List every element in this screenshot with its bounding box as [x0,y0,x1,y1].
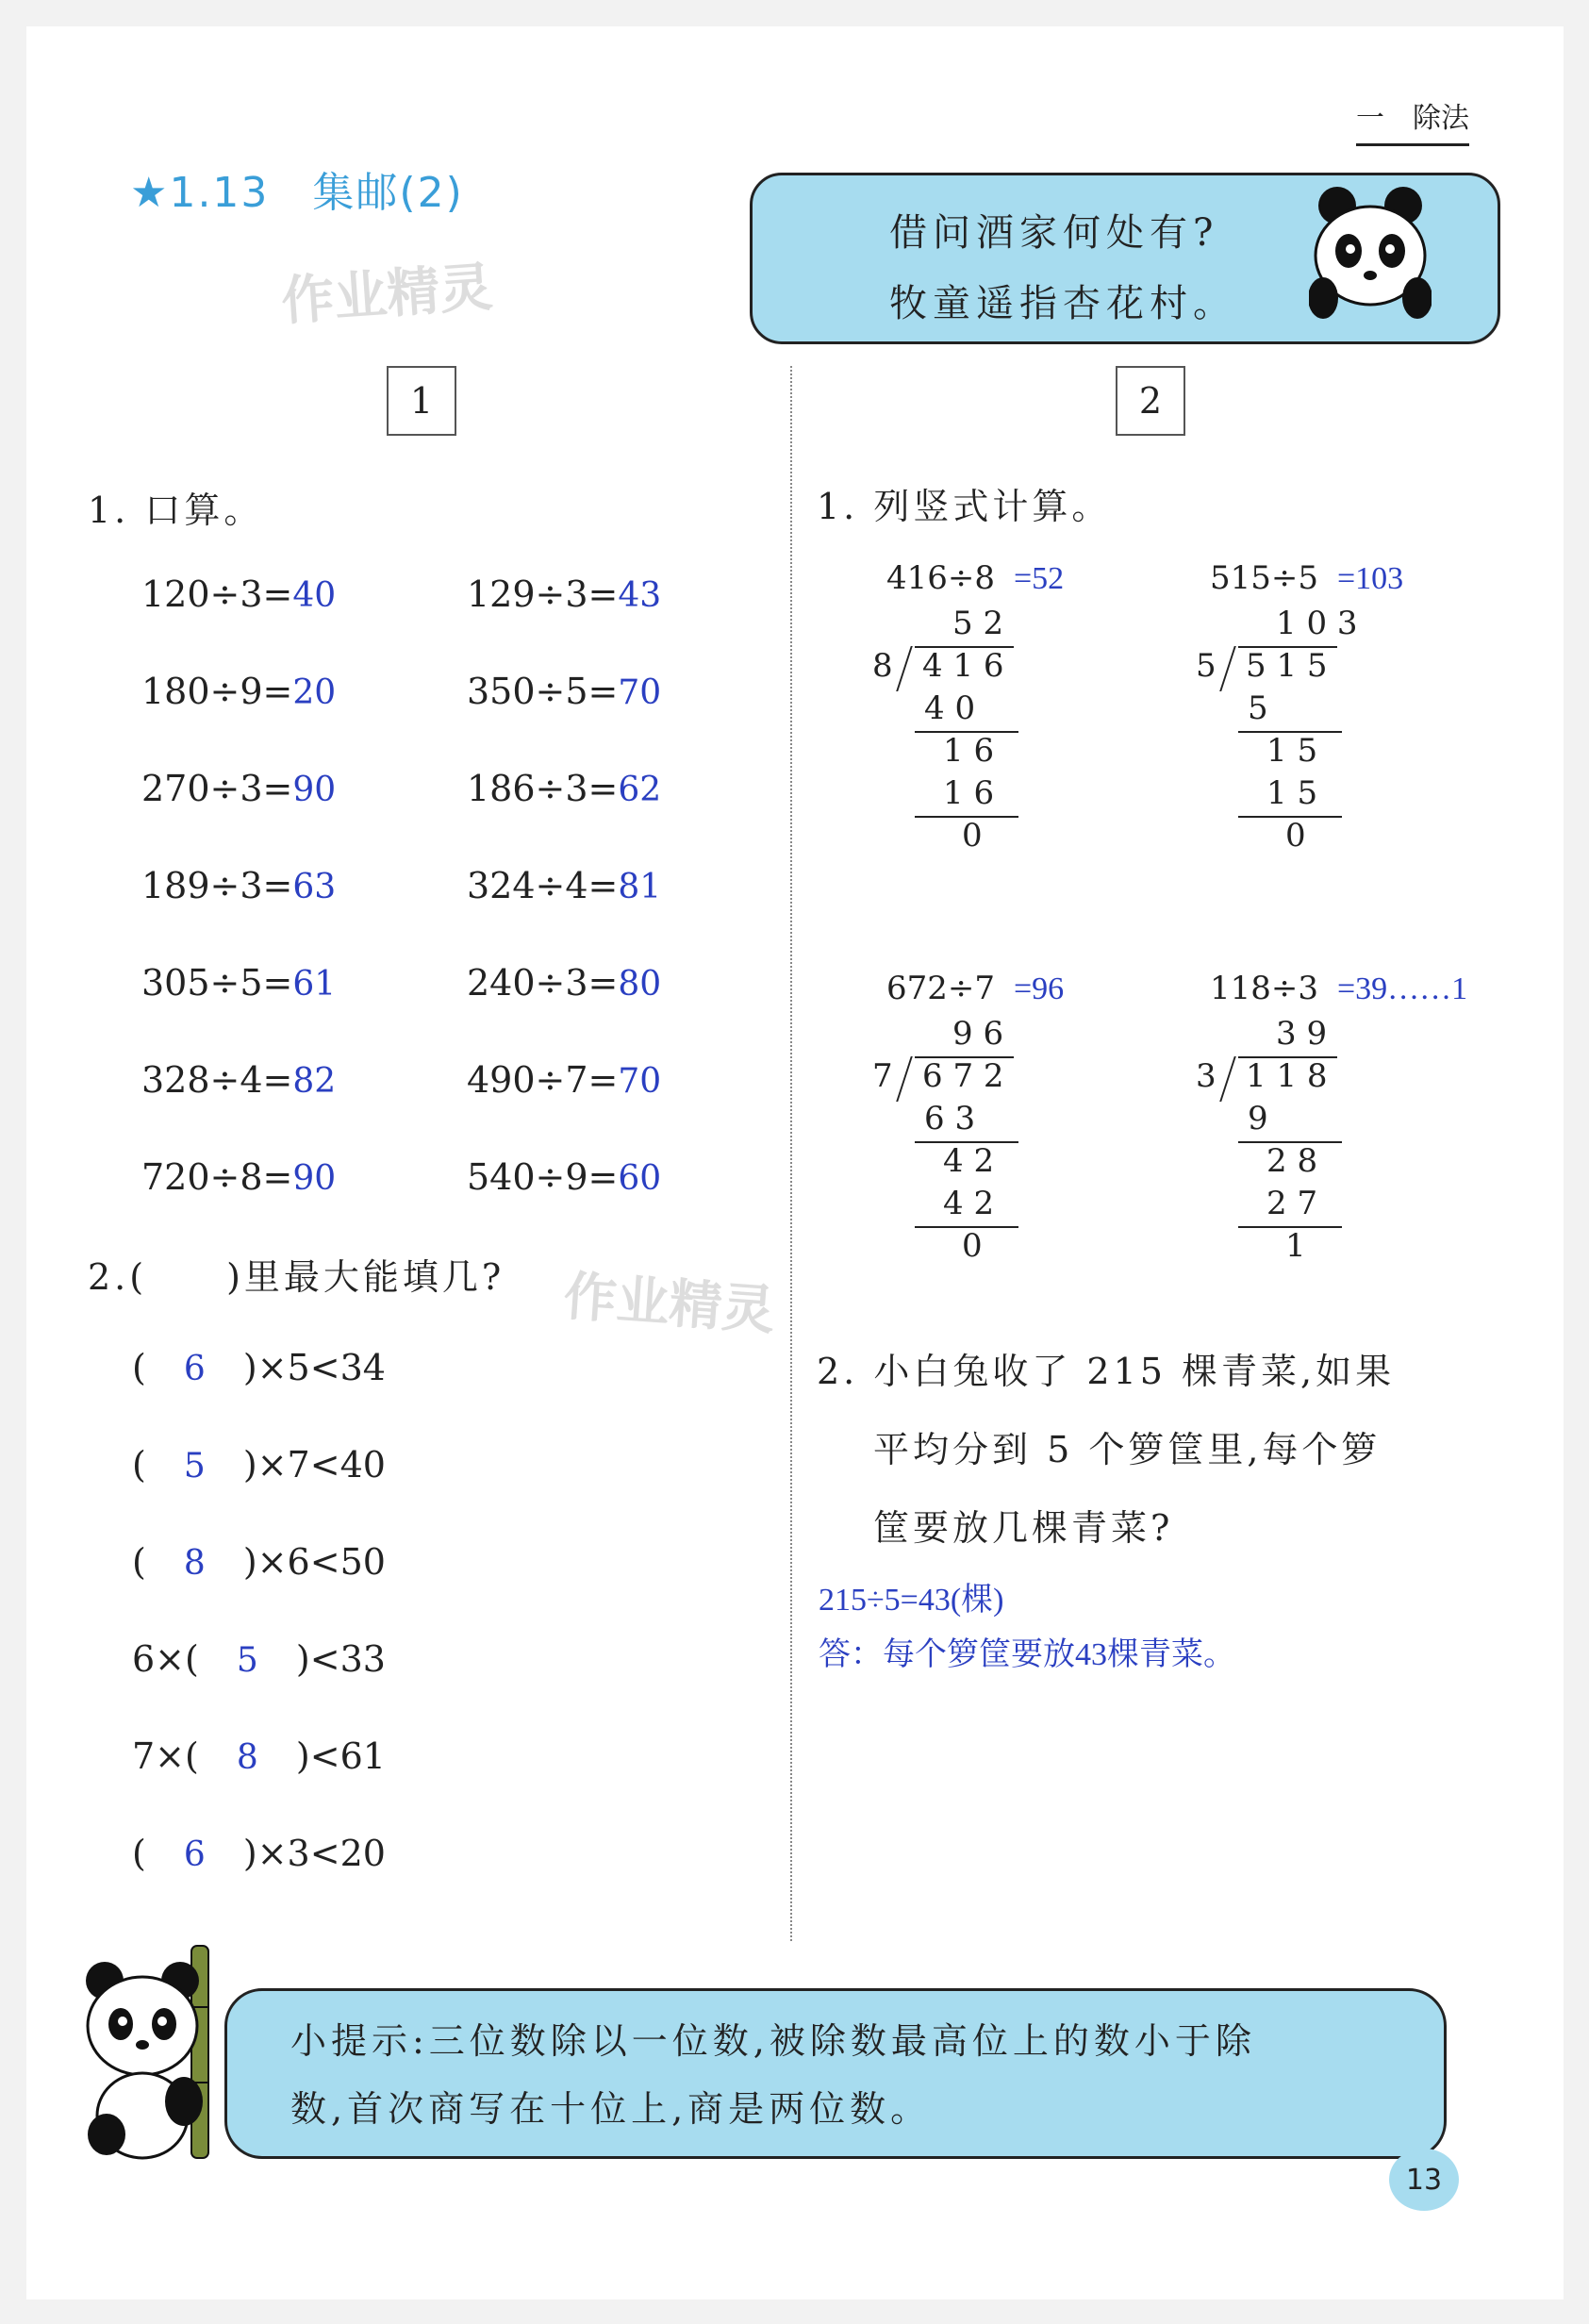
poem-line-2: 牧童遥指杏花村。 [889,282,1236,325]
calc-answer: 90 [292,1159,337,1198]
division-answer: =96 [1014,971,1065,1006]
tip-line-2: 数,首次商写在十位上,商是两位数。 [290,2088,932,2130]
division-step: 0 [962,1227,983,1265]
division-step: 9 [1248,1100,1268,1137]
division-step: 5 [1248,689,1268,727]
calc-expression: 180÷9= [141,671,293,712]
division-bracket-stroke [1219,646,1236,691]
tip-text [290,2007,1432,2143]
vertical-calc-heading: 1. 列竖式计算。 [817,486,1112,527]
dividend: 4 1 6 [922,647,1004,685]
word-problem-line-3: 筐要放几棵青菜? [873,1507,1174,1549]
division-step: 1 [1285,1227,1306,1265]
calc-expression: 189÷3= [141,865,293,906]
word-problem-line-1: 2. 小白兔收了 215 棵青菜,如果 [817,1351,1396,1392]
calc-item [467,573,661,615]
division-step: 4 0 [924,689,976,727]
fill-text: ( [132,1444,157,1486]
fill-item [132,1735,386,1777]
fill-answer: 8 [183,1544,206,1583]
division-answer: =39……1 [1337,971,1468,1006]
chapter-header: 一 除法 [1356,94,1469,146]
calc-item [467,962,661,1004]
calc-expression: 324÷4= [467,865,619,906]
fill-text: )×6<50 [231,1541,386,1583]
calc-expression: 129÷3= [467,573,619,615]
fill-text: )<33 [284,1638,386,1680]
dividend: 5 1 5 [1246,647,1328,685]
calc-expression: 490÷7= [467,1059,619,1101]
division-step: 2 7 [1266,1185,1318,1222]
fill-text: )×3<20 [231,1833,386,1874]
fill-text: )<61 [284,1735,386,1777]
quotient: 5 2 [952,605,1004,642]
fill-answer: 6 [183,1835,206,1874]
watermark-logo: 作业精灵 [279,257,495,333]
division-expression: 672÷7 [886,970,996,1007]
division-expression: 515÷5 [1210,559,1319,597]
division-answer: =103 [1337,561,1404,596]
calc-answer: 40 [292,576,337,615]
fill-text: )×5<34 [231,1347,386,1388]
quotient: 9 6 [952,1015,1004,1053]
fill-item [132,1638,386,1680]
fill-answer: 5 [236,1641,258,1680]
calc-expression: 350÷5= [467,671,619,712]
panda-bamboo-icon [78,1941,257,2167]
division-bracket [915,646,1014,648]
calc-answer: 82 [292,1062,337,1101]
divisor: 8 [872,647,893,685]
calc-item [141,573,336,615]
dividend: 1 1 8 [1246,1057,1328,1095]
fill-text: 6×( [132,1638,210,1680]
calc-item [467,865,661,906]
calc-answer: 70 [618,673,662,712]
calc-answer: 43 [618,576,662,615]
division-answer: =52 [1014,561,1065,596]
divisor: 3 [1196,1057,1217,1095]
question-2-heading: 2.( )里最大能填几? [88,1256,505,1298]
calc-answer: 80 [618,965,662,1004]
division-bracket [1238,1056,1337,1058]
calc-answer: 62 [618,771,662,809]
division-bracket [915,1056,1014,1058]
calc-answer: 70 [618,1062,662,1101]
division-bracket-stroke [896,646,913,691]
division-step: 4 2 [943,1142,995,1180]
division-bracket-stroke [1219,1056,1236,1102]
fill-item [132,1347,386,1388]
calc-expression: 328÷4= [141,1059,293,1101]
fill-item [132,1444,386,1486]
division-step: 1 6 [943,732,995,770]
dividend: 6 7 2 [922,1057,1004,1095]
lesson-title: ★1.13 集邮(2) [130,169,464,217]
watermark-logo: 作业精灵 [561,1266,777,1342]
division-expression: 416÷8 [886,559,996,597]
calc-expression: 186÷3= [467,768,619,809]
division-step: 2 8 [1266,1142,1318,1180]
fill-item [132,1541,386,1583]
division-step: 1 5 [1266,774,1318,812]
calc-item [467,1059,661,1101]
section-number-2: 2 [1116,366,1185,436]
fill-answer: 6 [183,1350,206,1388]
calc-answer: 90 [292,771,337,809]
calc-expression: 270÷3= [141,768,293,809]
poem-text [889,198,1236,340]
division-bracket [1238,646,1337,648]
column-divider [790,366,792,1941]
fill-answer: 8 [236,1738,258,1777]
panda-icon [1309,185,1432,326]
fill-item [132,1833,386,1874]
calc-item [141,865,336,906]
calc-expression: 540÷9= [467,1156,619,1198]
calc-item [141,962,336,1004]
calc-expression: 240÷3= [467,962,619,1004]
quotient: 3 9 [1276,1015,1328,1053]
division-step: 0 [962,817,983,855]
fill-text: ( [132,1347,157,1388]
calc-expression: 305÷5= [141,962,293,1004]
calc-expression: 120÷3= [141,573,293,615]
division-step: 0 [1285,817,1306,855]
calc-item [467,768,661,809]
workbook-page [26,26,1564,2299]
calc-answer: 63 [292,868,337,906]
tip-line-1: 小提示:三位数除以一位数,被除数最高位上的数小于除 [290,2020,1256,2062]
divisor: 7 [872,1057,893,1095]
calc-item [141,1059,336,1101]
page-number: 13 [1389,2149,1459,2211]
answer-sentence: 答：每个箩筐要放43棵青菜。 [819,1637,1235,1672]
calc-answer: 20 [292,673,337,712]
calc-item [141,1156,336,1198]
calc-item [141,671,336,712]
division-expression: 118÷3 [1210,970,1319,1007]
fill-answer: 5 [183,1447,206,1486]
division-bracket-stroke [896,1056,913,1102]
calc-answer: 61 [292,965,337,1004]
fill-text: ( [132,1833,157,1874]
calc-item [141,768,336,809]
division-step: 4 2 [943,1185,995,1222]
answer-equation: 215÷5=43(棵) [819,1583,1004,1618]
word-problem-line-2: 平均分到 5 个箩筐里,每个箩 [873,1429,1382,1470]
division-step: 1 5 [1266,732,1318,770]
fill-text: 7×( [132,1735,210,1777]
section-number-1: 1 [387,366,456,436]
division-step: 6 3 [924,1100,976,1137]
word-problem [817,1333,1395,1568]
fill-text: ( [132,1541,157,1583]
calc-answer: 81 [618,868,662,906]
calc-item [467,671,661,712]
divisor: 5 [1196,647,1217,685]
fill-text: )×7<40 [231,1444,386,1486]
calc-expression: 720÷8= [141,1156,293,1198]
calc-item [467,1156,661,1198]
calc-answer: 60 [618,1159,662,1198]
poem-line-1: 借问酒家何处有? [889,211,1219,255]
quotient: 1 0 3 [1276,605,1358,642]
division-step: 1 6 [943,774,995,812]
word-problem-answer [819,1573,1235,1683]
question-1-heading: 1. 口算。 [88,490,264,531]
